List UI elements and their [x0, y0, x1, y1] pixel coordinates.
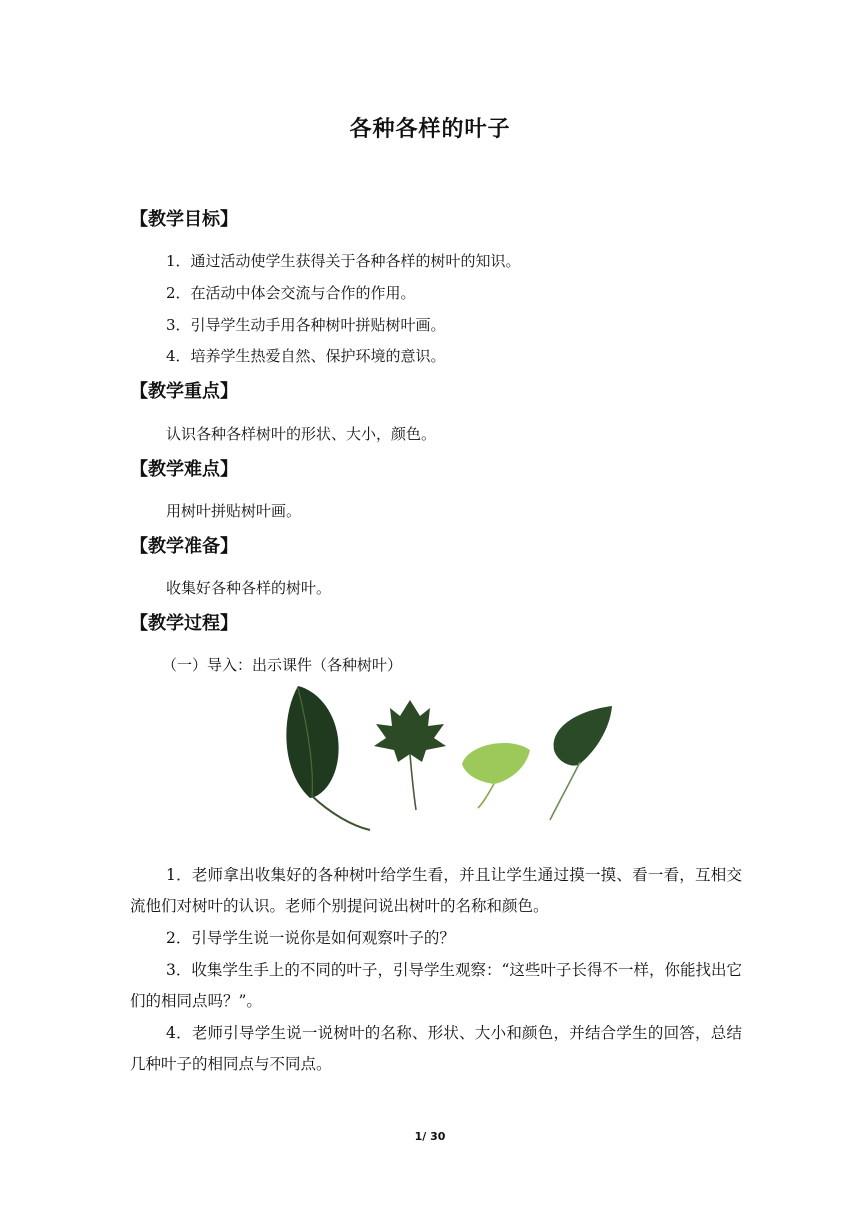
process-intro: （一）导入：出示课件（各种树叶） [162, 656, 403, 674]
page-title: 各种各样的叶子 [349, 117, 511, 142]
heading-goals: 【教学目标】 [130, 209, 238, 230]
ginkgo-leaf-image [462, 743, 530, 808]
goal-item-3: 3．引导学生动手用各种树叶拼贴树叶画。 [166, 316, 446, 334]
heading-key-points: 【教学重点】 [130, 381, 238, 402]
difficulties-text: 用树叶拼贴树叶画。 [166, 502, 302, 520]
maple-leaf-image [374, 700, 446, 810]
goal-item-4: 4．培养学生热爱自然、保护环境的意识。 [166, 347, 446, 365]
key-points-text: 认识各种各样树叶的形状、大小，颜色。 [166, 425, 437, 443]
process-paragraph-2: 2．引导学生说一说你是如何观察叶子的？ [166, 929, 455, 947]
goal-item-2: 2．在活动中体会交流与合作的作用。 [166, 284, 416, 302]
heading-difficulties: 【教学难点】 [130, 459, 238, 480]
heading-preparation: 【教学准备】 [130, 536, 238, 557]
goal-item-1: 1．通过活动使学生获得关于各种各样的树叶的知识。 [166, 252, 521, 270]
dark-leaf-image [286, 686, 370, 830]
page-number: 1/ 30 [414, 1130, 446, 1143]
heading-process: 【教学过程】 [130, 613, 238, 634]
leaves-illustration [280, 678, 620, 836]
process-paragraph-1: 1．老师拿出收集好的各种树叶给学生看，并且让学生通过摸一摸、看一看，互相交流他们对树叶的认识。老师个别提问说出树叶的名称和颜色。 [130, 866, 742, 915]
process-paragraph-4: 4．老师引导学生说一说树叶的名称、形状、大小和颜色，并结合学生的回答，总结几种叶子的相同点与不同点。 [130, 1024, 742, 1073]
preparation-text: 收集好各种各样的树叶。 [166, 579, 332, 597]
heart-leaf-image [550, 706, 612, 820]
process-paragraph-3: 3．收集学生手上的不同的叶子，引导学生观察：“这些叶子长得不一样，你能找出它们的相同点吗？”。 [130, 961, 742, 1010]
